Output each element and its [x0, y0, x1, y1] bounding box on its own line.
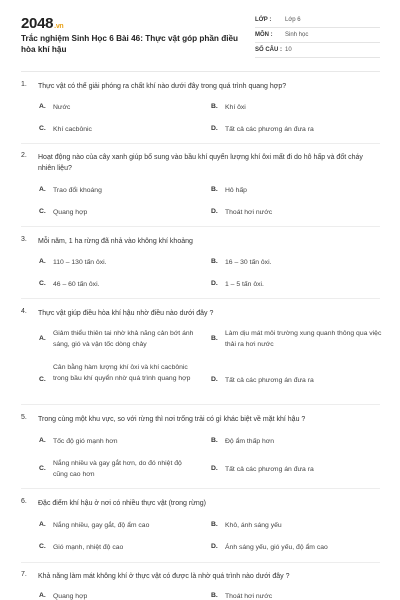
option-text: 46 – 60 tấn ôxi.: [53, 281, 100, 288]
option-letter: A.: [39, 186, 46, 193]
option-text: Quang hợp: [53, 593, 88, 600]
info-value: Lớp 6: [285, 17, 301, 23]
option-text: Tốc độ gió mạnh hơn: [53, 438, 118, 445]
question-text: Thực vật có thể giải phóng ra chất khí nào dưới đây trong quá trình quang hợp?: [38, 83, 287, 90]
option-text: Nắng nhiều và gay gắt hơn, do đó nhiệt độ cũng cao hơn: [53, 460, 182, 478]
option-letter: D.: [211, 543, 218, 550]
option-letter: D.: [211, 208, 218, 215]
option-text: Hô hấp: [225, 187, 247, 194]
question-separator: [21, 562, 380, 563]
option-letter: B.: [211, 258, 218, 265]
option-letter: B.: [211, 521, 218, 528]
info-value: Sinh học: [285, 32, 309, 38]
logo-suffix: .vn: [54, 23, 64, 30]
option-text: 1 – 5 tấn ôxi.: [225, 281, 264, 288]
document-header: [0, 0, 400, 68]
option-letter: C.: [39, 280, 46, 287]
info-row-question-count: [255, 44, 380, 58]
option-letter: B.: [211, 103, 218, 110]
option-letter: C.: [39, 125, 46, 132]
info-value: 10: [285, 47, 292, 53]
info-label: LỚP :: [255, 17, 272, 23]
option-text: Tất cả các phương án đưa ra: [225, 466, 314, 473]
option-letter: D.: [211, 465, 218, 472]
option-text: Thoát hơi nước: [225, 593, 273, 600]
info-row-grade: [255, 14, 380, 28]
question-number: 1.: [21, 81, 27, 88]
option-letter: C.: [39, 208, 46, 215]
option-letter: C.: [39, 376, 46, 383]
option-text: 110 – 130 tấn ôxi.: [53, 259, 107, 266]
question-text: Mỗi năm, 1 ha rừng đã nhả vào không khí khoảng: [38, 238, 193, 245]
option-letter: D.: [211, 280, 218, 287]
site-logo[interactable]: [21, 15, 63, 32]
info-row-subject: [255, 29, 380, 43]
option-text: 16 – 30 tấn ôxi.: [225, 259, 272, 266]
option-text: Khô, ánh sáng yếu: [225, 522, 282, 529]
question-number: 3.: [21, 236, 27, 243]
option-text: Trao đổi khoáng: [53, 187, 102, 194]
question-text: Trong cùng một khu vực, so với rừng thì nơi trống trải có gì khác biệt về mặt khí hậu ?: [38, 416, 306, 423]
question-number: 2.: [21, 152, 27, 159]
option-text: Tất cả các phương án đưa ra: [225, 126, 314, 133]
question-text: Thực vật giúp điều hòa khí hậu nhờ điều nào dưới đây ?: [38, 310, 214, 317]
question-text: Khả năng làm mát không khí ở thực vật có được là nhờ quá trình nào dưới đây ?: [38, 573, 290, 580]
option-text: Gió mạnh, nhiệt độ cao: [53, 544, 124, 551]
option-text: Nước: [53, 104, 71, 111]
option-text: Giảm thiểu thiên tai nhờ khả năng cản bớt ánh sáng, gió và vận tốc dòng chảy: [53, 330, 194, 348]
option-letter: C.: [39, 543, 46, 550]
question-text: Đặc điểm khí hậu ở nơi có nhiều thực vật (trong rừng): [38, 500, 206, 507]
header-divider: [21, 71, 380, 72]
question-separator: [21, 404, 380, 405]
question-separator: [21, 226, 380, 227]
question-number: 5.: [21, 414, 27, 421]
option-text: Quang hợp: [53, 209, 88, 216]
question-number: 7.: [21, 571, 27, 578]
option-text: Cân bằng hàm lượng khí ôxi và khí cacbônic trong bầu khí quyển nhờ quá trình quang hợp: [53, 364, 191, 382]
option-text: Tất cả các phương án đưa ra: [225, 377, 314, 384]
option-letter: B.: [211, 335, 218, 342]
option-letter: D.: [211, 125, 218, 132]
question-number: 4.: [21, 308, 27, 315]
option-text: Độ ẩm thấp hơn: [225, 438, 275, 445]
logo-main: 2048: [21, 15, 54, 32]
option-letter: B.: [211, 592, 218, 599]
option-text: Làm dịu mát môi trường xung quanh thông qua việc thải ra hơi nước: [225, 330, 382, 348]
info-label: MÔN :: [255, 32, 273, 38]
option-letter: A.: [39, 103, 46, 110]
question-text: Hoạt động nào của cây xanh giúp bổ sung vào bầu khí quyển lượng khí ôxi mất đi do hô hấp và đốt cháy nhiên liệu?: [38, 154, 363, 172]
document-title: Trắc nghiệm Sinh Học 6 Bài 46: Thực vật góp phần điều hòa khí hậu: [21, 34, 239, 54]
info-label: SỐ CÂU :: [255, 47, 282, 53]
option-text: Khí ôxi: [225, 104, 246, 111]
option-letter: A.: [39, 335, 46, 342]
option-letter: D.: [211, 376, 218, 383]
option-letter: B.: [211, 186, 218, 193]
question-separator: [21, 488, 380, 489]
question-number: 6.: [21, 498, 27, 505]
option-text: Thoát hơi nước: [225, 209, 273, 216]
option-letter: C.: [39, 465, 46, 472]
option-letter: A.: [39, 258, 46, 265]
option-letter: A.: [39, 521, 46, 528]
option-letter: A.: [39, 592, 46, 599]
question-separator: [21, 143, 380, 144]
option-letter: A.: [39, 437, 46, 444]
option-letter: B.: [211, 437, 218, 444]
option-text: Khí cacbônic: [53, 126, 92, 133]
option-text: Ánh sáng yếu, gió yếu, độ ẩm cao: [225, 544, 328, 551]
question-separator: [21, 298, 380, 299]
option-text: Nắng nhiều, gay gắt, độ ẩm cao: [53, 522, 150, 529]
